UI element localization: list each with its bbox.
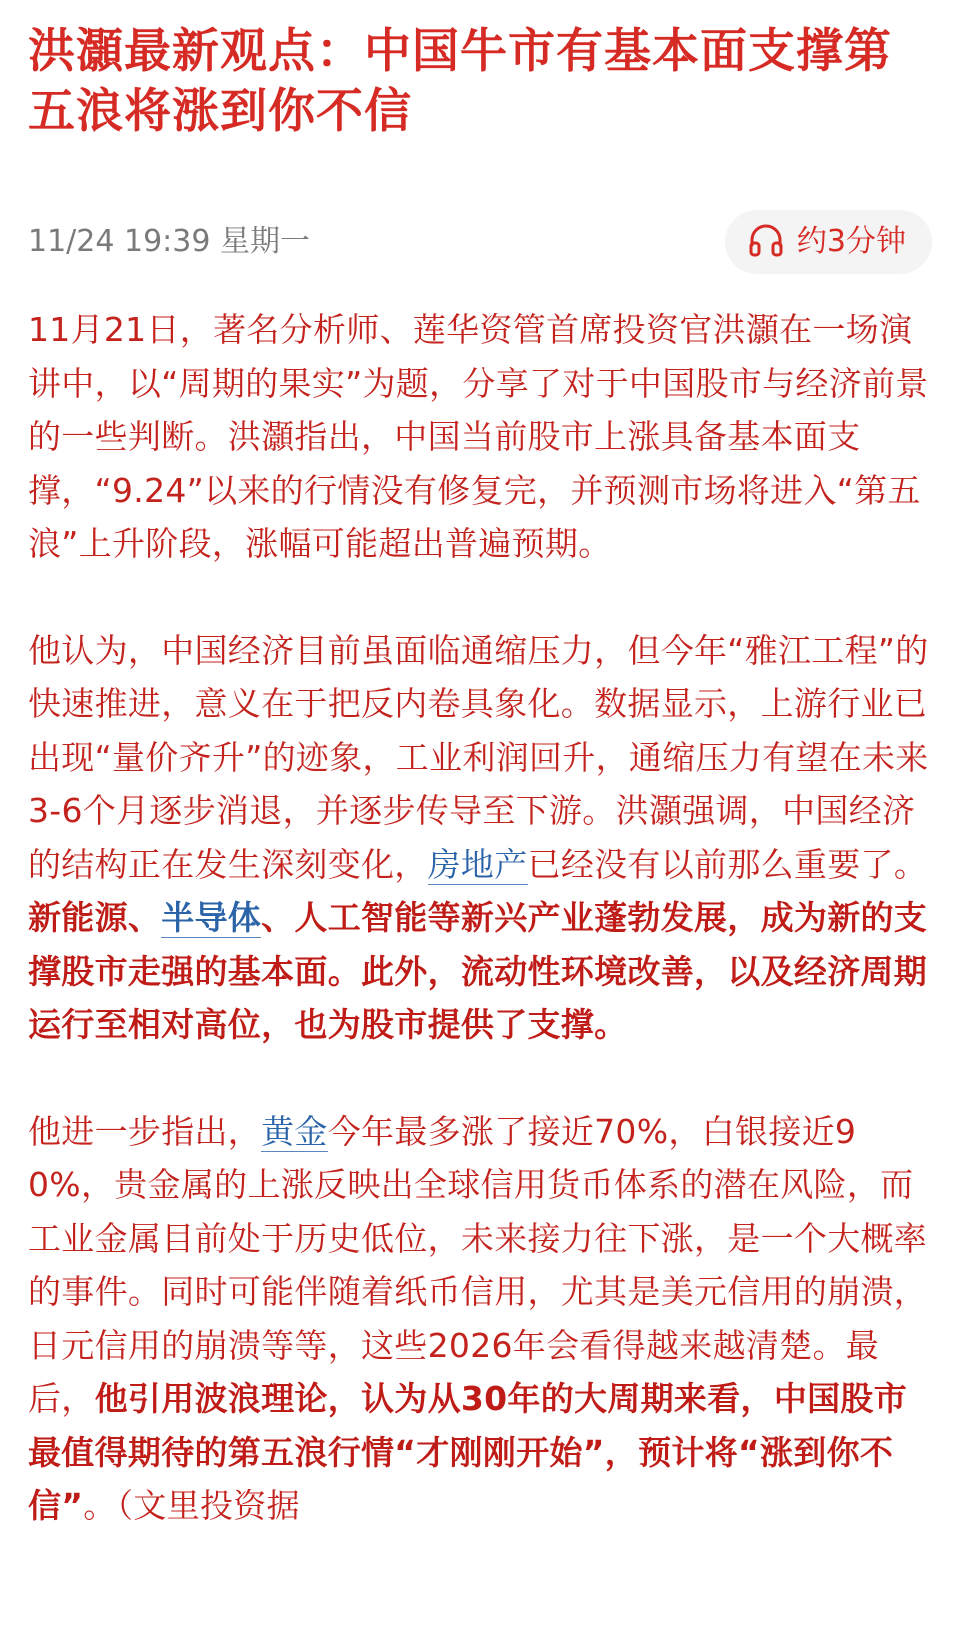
- article-meta: [28, 210, 932, 274]
- keyword-link-gold[interactable]: 黄金: [261, 1111, 328, 1151]
- paragraph-2-bold-1: 新能源、: [28, 898, 162, 937]
- paragraph-3-text-3: 。（文里投资据: [83, 1486, 300, 1525]
- paragraph-2: [28, 624, 938, 1052]
- keyword-link-real-estate[interactable]: 房地产: [427, 844, 528, 884]
- paragraph-3-bold-1: 他引用波浪理论，认为从30年的大周期来看，中国股市最值得期待的第五浪行情“才刚刚开始”，预计将“涨到你不信”: [28, 1379, 908, 1525]
- keyword-link-semiconductor[interactable]: 半导体: [161, 898, 262, 937]
- headphones-icon: [747, 221, 797, 263]
- publish-datetime: 11/24 19:39 星期一: [28, 224, 310, 259]
- paragraph-2-text-1: 他认为，中国经济目前虽面临通缩压力，但今年“雅江工程”的快速推进，意义在于把反内卷具象化。数据显示，上游行业已出现“量价齐升”的迹象，工业利润回升，通缩压力有望在未来3-6个月逐步消退，并逐步传导至下游。洪灝强调，中国经济的结构正在发生深刻变化，: [28, 630, 929, 884]
- paragraph-1: 11月21日，著名分析师、莲华资管首席投资官洪灝在一场演讲中，以“周期的果实”为题，分享了对于中国股市与经济前景的一些判断。洪灝指出，中国当前股市上涨具备基本面支撑，“9.24”以来的行情没有修复完，并预测市场将进入“第五浪”上升阶段，涨幅可能超出普遍预期。: [28, 310, 929, 563]
- listen-duration-label: 约3分钟: [796, 224, 906, 259]
- paragraph-3-text-1: 他进一步指出，: [28, 1111, 262, 1151]
- paragraph-2-text-2: 已经没有以前那么重要了。: [527, 844, 928, 884]
- paragraph-3-text-2: 今年最多涨了接近70%，白银接近90%，贵金属的上涨反映出全球信用货币体系的潜在风险，而工业金属目前处于历史低位，未来接力往下涨，是一个大概率的事件。同时可能伴随着纸币信用，尤其是美元信用的崩溃，日元信用的崩溃等等，这些2026年会看得越来越清楚。最后，: [28, 1111, 928, 1418]
- paragraph-2-bold-2: 、人工智能等新兴产业蓬勃发展，成为新的支撑股市走强的基本面。此外，流动性环境改善，以及经济周期运行至相对高位，也为股市提供了支撑。: [28, 898, 928, 1044]
- paragraph-3: [28, 1105, 938, 1533]
- listen-button[interactable]: [725, 210, 932, 274]
- article-body: [28, 303, 938, 1533]
- article-title: 洪灝最新观点：中国牛市有基本面支撑第五浪将涨到你不信: [28, 24, 892, 139]
